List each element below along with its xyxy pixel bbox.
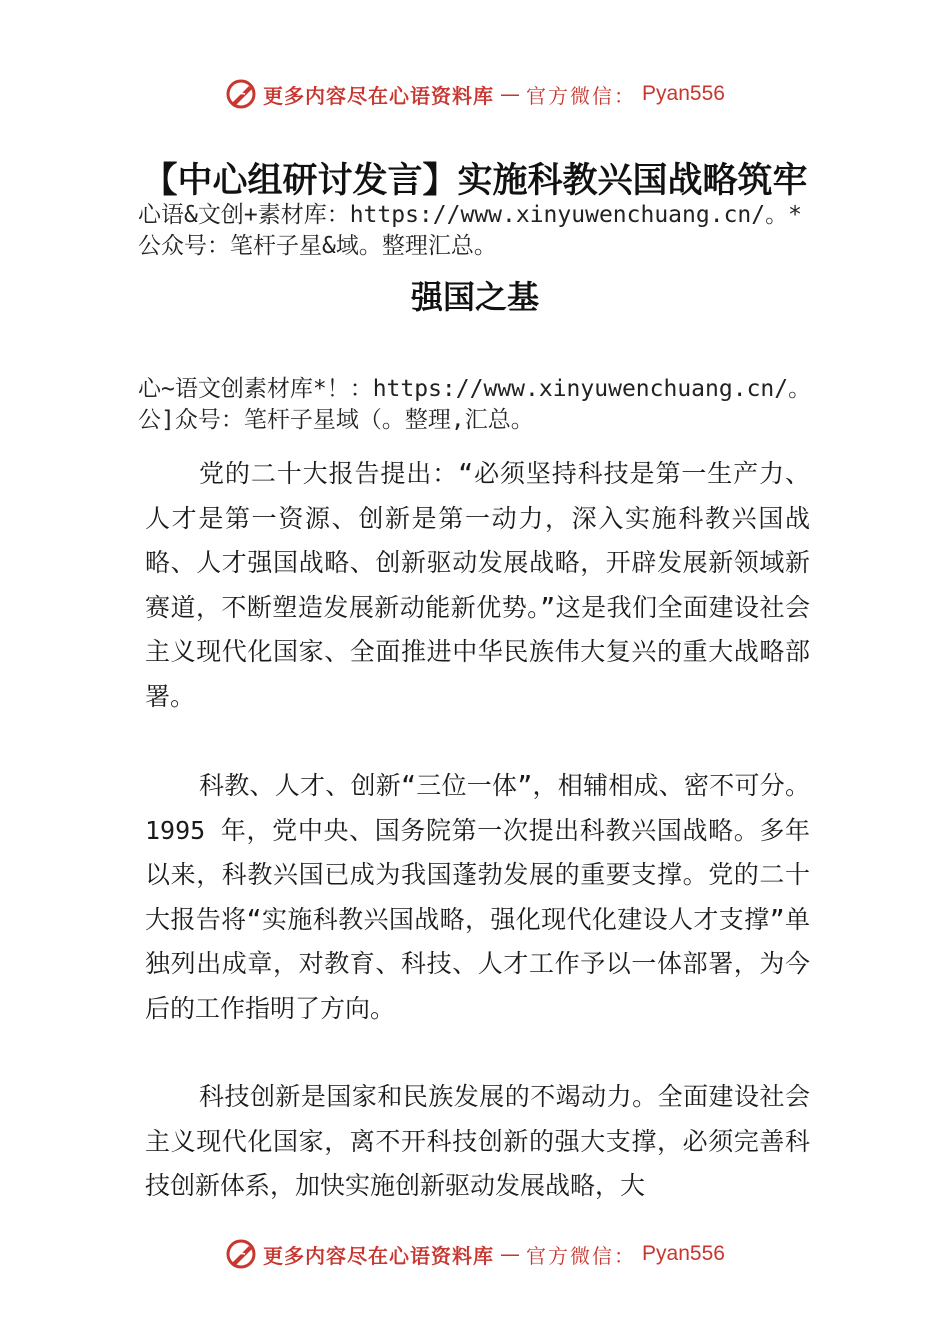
banner-separator: — <box>500 82 521 106</box>
document-title-line-2: 强国之基 <box>410 278 539 316</box>
banner-wechat-id: Pyan556 <box>642 82 725 105</box>
banner-wechat-label: 官方微信： <box>526 1243 637 1268</box>
source-note-2 <box>138 374 838 436</box>
pen-circle-logo-icon <box>225 1238 257 1270</box>
source-note-1 <box>138 200 838 262</box>
footer-banner <box>0 1232 950 1276</box>
source-note-1-line-2: 公众号：笔杆子星&域。整理汇总。 <box>138 233 497 259</box>
banner-wechat-id: Pyan556 <box>642 1242 725 1265</box>
source-note-2-line-2: 公]众号：笔杆子星域（。整理,汇总。 <box>138 407 534 433</box>
source-note-2-line-1: 心~语文创素材库*！：https://www.xinyuwenchuang.cn/。 <box>138 376 812 402</box>
body-paragraph-3: 科技创新是国家和民族发展的不竭动力。全面建设社会主义现代化国家，离不开科技创新的强大支撑，必须完善科技创新体系，加快实施创新驱动发展战略，大 <box>145 1082 810 1200</box>
header-banner <box>0 72 950 116</box>
document-title-line-1: 【中心组研讨发言】实施科教兴国战略筑牢 <box>142 160 808 201</box>
body-paragraph-1: 党的二十大报告提出：“必须坚持科技是第一生产力、人才是第一资源、创新是第一动力，深入实施科教兴国战略、人才强国战略、创新驱动发展战略，开辟发展新领域新赛道，不断塑造发展新动能新优势。”这是我们全面建设社会主义现代化国家、全面推进中华民族伟大复兴的重大战略部署。 <box>145 459 810 711</box>
banner-wechat-label: 官方微信： <box>526 83 637 108</box>
body-paragraph-2: 科教、人才、创新“三位一体”，相辅相成、密不可分。1995 年，党中央、国务院第一次提出科教兴国战略。多年以来，科教兴国已成为我国蓬勃发展的重要支撑。党的二十大报告将“实施科教兴国战略，强化现代化建设人才支撑”单独列出成章，对教育、科技、人才工作予以一体部署，为今后的工作指明了方向。 <box>145 771 810 1023</box>
banner-separator: — <box>500 1242 521 1266</box>
banner-text: 更多内容尽在心语资料库 <box>263 1243 495 1268</box>
source-note-1-line-1: 心语&文创+素材库：https://www.xinyuwenchuang.cn/。* <box>138 202 802 228</box>
banner-text: 更多内容尽在心语资料库 <box>263 83 495 108</box>
pen-circle-logo-icon <box>225 78 257 110</box>
